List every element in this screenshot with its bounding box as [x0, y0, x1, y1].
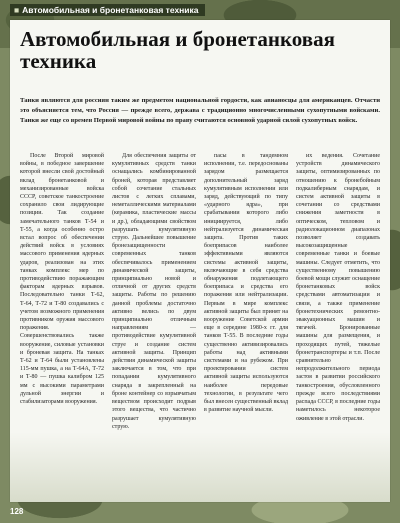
bullet-icon: ■ [14, 5, 20, 15]
text-column-3 [204, 152, 288, 497]
article-lead: Танки являются для россиян таким же предметом национальной гордости, как авианосцы для американцев. Отчасти это объясняется тем, что Россия — прежде всего, держава с традиционно многочисленными сухопутными войсками. Танки же еще со времен Первой мировой войны по праву считаются основной ударной силой сухопутных войск. [20, 97, 380, 124]
text-column-1 [20, 152, 104, 497]
page-number: 128 [10, 507, 24, 516]
text-column-2 [112, 152, 196, 497]
section-label-text: Автомобильная и бронетанковая техника [22, 5, 199, 15]
section-label [10, 4, 205, 16]
article-title: Автомобильная и бронетанковая техника [20, 27, 335, 73]
paragraph: их ведения. Сочетание устройств динамического защиты, оптимизированных по отношению к бронебойным подкалиберным снарядам, и систем активной защиты в сочетании со средствами снижения заметности в оптическом, тепловом и радиолокационном диапазонах позволяет создавать высокозащищенные современные танки и боевые машины. Следует отметить, что существенному повышению боевой мощи служит оснащение бронетанковых войск средствами автоматизации и связи, а также применение бронетехнических ремонтно-эвакуационных машин и тягачей. Бронированные машины для размещения, и проходящих путей, тяжелые бронетранспортеры и т.п. После сравнительно непродолжительного периода застоя в развитии российского танкостроения, обусловленного прежде всего последствиями распада СССР, в последние годы наметилось некоторое оживление в этой отрасли. [296, 153, 380, 422]
paragraph: После Второй мировой войны, в победное завершение которой внесли свой достойный вклад бронетанковой и механизированные войска СССР, советское танкостроение сохранило свои лидирующие позиции. Так создание замечательного танков Т-54 и Т-55, а когда особенно остро встал вопрос об обеспечении действий войск в условиях массового применения ядерных ударов, реализован на этих танках комплекс мер по противодействию поражающим факторам ядерных взрывов. Последовательно танки Т-62, Т-64, Т-72 и Т-80 создавались с учетом возможного применения противником оружия массового поражения. Совершенствовались также вооружение, силовые установки и броневая защита. На танках Т-62 и Т-64 были установлены 115-мм пушка, а на Т-64А, Т-72 и Т-80 — пушка калибром 125 мм с высокими параметрами дульной энергии и стабилизаторами вооружения. [20, 153, 104, 406]
text-column-4 [296, 152, 380, 497]
paragraph: пасы в тандемном исполнении, т.е. передоснованы зарядом размещается дополнительный заряд кумулятивным исполнении или заряд, действующий по типу «ударного ядра», при срабатывании которого либо инициируется, либо нейтрализуется динамическая защита. Против таких боеприпасов наиболее эффективными являются системы активной защиты, включающие в себя средства обнаружения подлетающего боеприпаса и средства его поражения или нейтрализации. Первым в мире комплекс активной защиты был принят на вооружение Советской армии еще в середине 1980-х гг. для танков Т-55. В последние годы существенно активизировались работы над активными системами и на рубежом. При проектировании систем активной защиты используются наиболее передовые технологии, в результате чего был внесен существенный вклад в развитие научной мысли. [204, 153, 288, 414]
paragraph: Для обеспечения защиты от кумулятивных средств танки оснащались комбинированной броней, которая представляет собой сочетание стальных листов с легких сплавами, неметаллическими материалами (керамика, пластические массы и др.), обладающими свойством разрушать кумулятивную струю. Дальнейшее повышение бронезащищенности современных танков обеспечивалось применением динамической защиты, принципиально новой и отличной от других средств защиты. Работы по решению данной проблемы достаточно активно велись по двум принципиально отличным направлениям — противодействие кумулятивной струе и создание систем активной защиты. Принцип действия динамической защиты заключается в том, что при попадании кумулятивного снаряда в закрепленный на броне контейнер со взрывчатым веществом происходит подрыв этого вещества, что частично разрушает кумулятивную струю. [112, 153, 196, 430]
article-columns [20, 152, 380, 497]
article-page [10, 20, 390, 502]
